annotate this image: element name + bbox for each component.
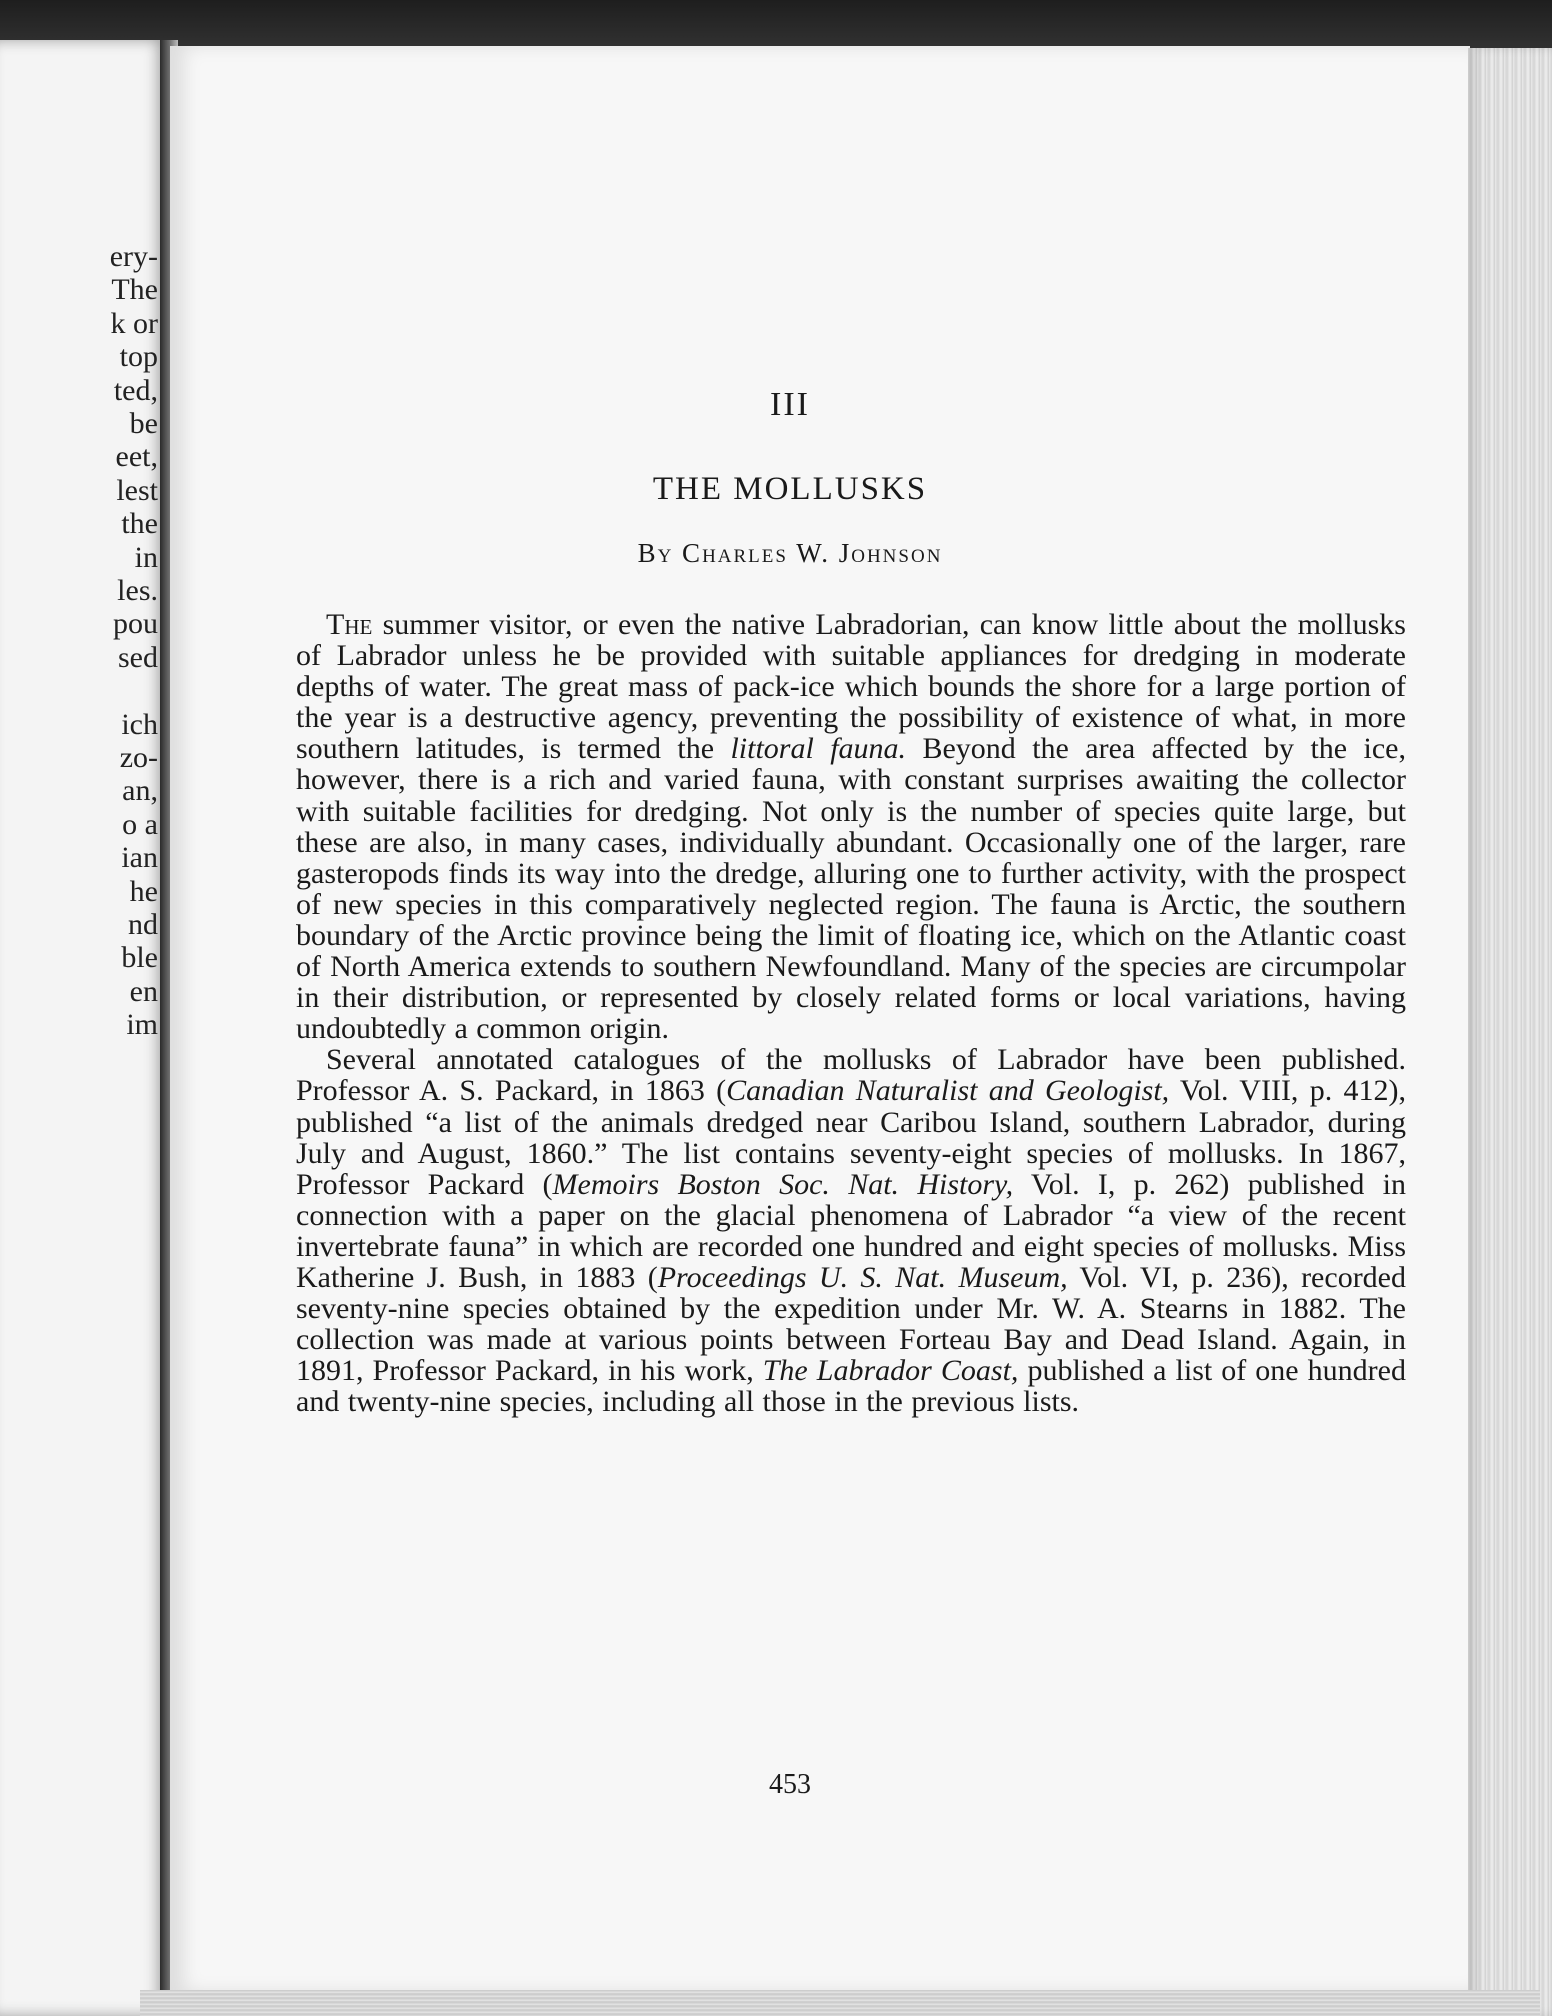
text-run: summer visitor, or even the native Labradorian, can know little about the mollusks of Labrador unless he be provided with suitable appliances for dredging in moderate depths of water. The great mass of pack-ice which bounds the shore for a large portion of the year is a destructive agency, preventing the possibility of existence of what, in more southern latitudes, is termed the <box>296 608 1406 766</box>
previous-page-fragment: in <box>134 540 158 574</box>
previous-page-fragment: sed <box>118 640 158 674</box>
chapter-title: THE MOLLUSKS <box>652 471 928 507</box>
paragraph <box>296 609 1406 1044</box>
previous-page-fragment: eet, <box>115 440 158 474</box>
text-run: Several annotated catalogues of the mollusks of Labrador have been published. Professor A. S. Packard, in 1863 ( <box>296 1043 1406 1108</box>
previous-page-fragment: les. <box>117 574 158 607</box>
text-run: Vol. VI, p. 236), recorded seventy-nine species obtained by the expedition under Mr. W. A. Stearns in 1882. The collection was made at various points between Forteau Bay and Dead Island. Again, in 1891, Professor Packard, in his work, <box>296 1260 1406 1388</box>
page-number: 453 <box>769 1769 811 1800</box>
paragraph <box>296 1044 1406 1417</box>
italic-title: Proceedings U. S. Nat. Museum, <box>657 1260 1068 1294</box>
previous-page-fragment: The <box>111 273 158 307</box>
book-page <box>170 46 1470 1992</box>
previous-page-fragment: top <box>119 340 158 374</box>
previous-page-fragment: im <box>126 1008 158 1042</box>
author-byline: By Charles W. Johnson <box>637 538 943 568</box>
italic-title: Canadian Naturalist and Geologist, <box>726 1074 1170 1108</box>
previous-page-fragment: o a <box>122 807 158 841</box>
italic-title: The Labrador Coast, <box>762 1354 1019 1388</box>
previous-page-fragment: ble <box>121 941 158 975</box>
previous-page-fragment: an, <box>122 774 158 808</box>
page-block-bottom-edge <box>140 1990 1540 2016</box>
previous-page-fragment: the <box>121 507 158 541</box>
previous-page-fragment: ery- <box>109 240 158 273</box>
text-run: Vol. I, p. 262) published in connection with a paper on the glacial phenomena of Labrador “a view of the recent invertebrate fauna” in which are recorded one hundred and eight species of mollusks. Miss Katherine J. Bush, in 1883 ( <box>296 1167 1406 1294</box>
previous-page-fragment: k or <box>110 306 158 340</box>
previous-page-edge <box>0 40 168 2016</box>
body-text <box>296 609 1406 1417</box>
page-block-edge <box>1468 48 1552 2016</box>
previous-page-fragment: lest <box>116 473 158 507</box>
italic-title: littoral fauna. <box>730 732 907 766</box>
previous-page-fragment: pou <box>113 607 158 641</box>
text-run: Beyond the area affected by the ice, however, there is a rich and varied fauna, with constant surprises awaiting the collector with suitable facilities for dredging. Not only is the number of species quite large, but these are also, in many cases, individually abundant. Occasionally one of the larger, rare gasteropods finds its way into the dredge, alluring one to further activity, with the prospect of new species in this comparatively neglected region. The fauna is Arctic, the southern boundary of the Arctic province being the limit of floating ice, which on the Atlantic coast of North America extends to southern Newfoundland. Many of the species are circumpolar in their distribution, or represented by closely related forms or local variations, having undoubtedly a common origin. <box>296 732 1406 1046</box>
previous-page-fragment: zo- <box>119 741 158 774</box>
text-run: Vol. VIII, p. 412), published “a list of the animals dredged near Caribou Island, southern Labrador, during July and August, 1860.” The list contains seventy-eight species of mollusks. In 1867, Professor Packard ( <box>296 1074 1406 1201</box>
text-run: published a list of one hundred and twenty-nine species, including all those in the previous lists. <box>296 1354 1406 1419</box>
paragraph-lead-word: The <box>326 608 373 641</box>
chapter-number: III <box>770 386 810 423</box>
previous-page-fragment: en <box>129 974 158 1008</box>
previous-page-fragment: ich <box>121 707 158 741</box>
previous-page-fragment: ted, <box>113 373 158 407</box>
previous-page-fragment: he <box>129 874 158 908</box>
previous-page-fragment: nd <box>128 908 158 941</box>
italic-title: Memoirs Boston Soc. Nat. History, <box>552 1167 1014 1201</box>
previous-page-fragment: be <box>129 407 158 440</box>
previous-page-fragment: ian <box>121 841 158 875</box>
